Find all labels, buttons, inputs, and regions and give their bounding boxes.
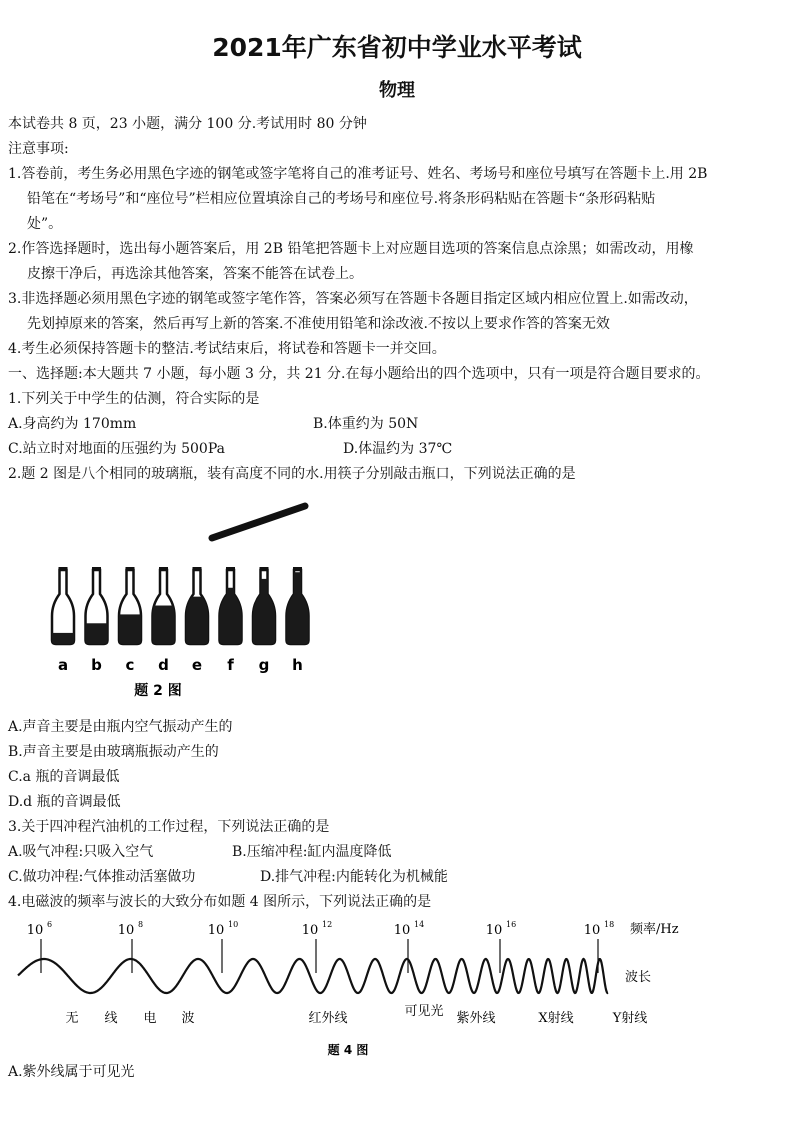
subject-title: 物理 [379, 80, 415, 101]
question-stem: 1.下列关于中学生的估测，符合实际的是 [8, 391, 260, 407]
figure-caption: 题 4 图 [327, 1043, 369, 1057]
bottle-rim [59, 567, 68, 571]
option-c: C.站立时对地面的压强约为 500Pa [8, 441, 225, 457]
bottle-rim [226, 567, 235, 571]
band-label: 线 [104, 1011, 118, 1026]
option-d: D.排气冲程:内能转化为机械能 [260, 869, 448, 885]
band-label: 电 [143, 1011, 157, 1026]
tick-label: 10 [485, 923, 503, 938]
water-level [285, 572, 311, 646]
bottle-rim [193, 567, 202, 571]
notice-line: 处”。 [27, 216, 63, 232]
bottle-f [218, 567, 244, 674]
notice-line: 3.非选择题必须用黑色字迹的钢笔或签字笔作答，答案必须写在答题卡各题目指定区域内相应位置上.如需改动， [8, 291, 698, 307]
question-stem: 2.题 2 图是八个相同的玻璃瓶，装有高度不同的水.用筷子分别敲击瓶口，下列说法正确的是 [8, 466, 576, 482]
exam-body [8, 112, 786, 487]
water-level [218, 588, 244, 646]
option-b: B.压缩冲程:缸内温度降低 [232, 844, 392, 860]
notice-line: 皮擦干净后，再选涂其他答案，答案不能答在试卷上。 [27, 266, 363, 282]
bottle-label: g [258, 656, 270, 674]
question-stem: 3.关于四冲程汽油机的工作过程，下列说法正确的是 [8, 819, 330, 835]
option-c: C.a 瓶的音调最低 [8, 769, 120, 785]
water-level [117, 614, 143, 646]
tick-exponent: 10 [228, 920, 239, 929]
option-a: A.紫外线属于可见光 [8, 1064, 135, 1080]
band-label: 红外线 [308, 1011, 348, 1026]
freq-tick [208, 920, 238, 973]
band-label: 可见光 [404, 1004, 444, 1019]
band-label: X射线 [538, 1011, 574, 1026]
bottle-c [117, 567, 143, 674]
bottle-label: c [125, 656, 135, 674]
notice-line: 先划掉原来的答案，然后再写上新的答案.不准使用铅笔和涂改液.不按以上要求作答的答案无效 [27, 316, 610, 332]
notice-line: 1.答卷前，考生务必用黑色字迹的钢笔或签字笔将自己的准考证号、姓名、考场号和座位号填写在答题卡上.用 2B [8, 166, 708, 182]
notice-line: 铅笔在“考场号”和“座位号”栏相应位置填涂自己的考场号和座位号.将条形码粘贴在答题卡“条形码粘贴 [27, 191, 656, 207]
tick-label: 10 [207, 923, 225, 938]
tick-label: 10 [583, 923, 601, 938]
bottle-label: h [292, 656, 303, 674]
bottle-h [285, 567, 311, 674]
wavelength-label: 波长 [625, 970, 652, 985]
bottle-label: a [57, 656, 69, 674]
q2-q4-block [8, 715, 786, 915]
band-label: Y射线 [612, 1011, 648, 1026]
bottle-rim [159, 567, 168, 571]
question-stem: 4.电磁波的频率与波长的大致分布如题 4 图所示，下列说法正确的是 [8, 894, 432, 910]
tick-label: 10 [301, 923, 319, 938]
option-b: B.声音主要是由玻璃瓶振动产生的 [8, 744, 219, 760]
bottle-b [84, 567, 110, 674]
band-label: 无 [65, 1011, 79, 1026]
freq-tick [584, 920, 614, 973]
option-d: D.d 瓶的音调最低 [8, 794, 121, 810]
wave-curve [18, 959, 608, 993]
freq-tick [394, 920, 424, 973]
water-level [84, 623, 110, 646]
option-a: A.声音主要是由瓶内空气振动产生的 [8, 719, 233, 735]
exam-info: 本试卷共 8 页，23 小题，满分 100 分.考试用时 80 分钟 [8, 116, 367, 132]
bottle-e [184, 567, 210, 674]
tick-label: 10 [26, 923, 44, 938]
tick-exponent: 12 [322, 920, 333, 929]
option-a: A.吸气冲程:只吸入空气 [8, 844, 154, 860]
water-level [151, 606, 177, 646]
bottle-g [251, 567, 277, 674]
notice-line: 4.考生必须保持答题卡的整洁.考试结束后，将试卷和答题卡一并交回。 [8, 341, 446, 357]
option-d: D.体温约为 37℃ [343, 441, 453, 457]
bottle-d [151, 567, 177, 674]
spectrum-figure [8, 915, 698, 1065]
axis-label: 频率/Hz [630, 922, 679, 937]
chopstick [212, 506, 305, 538]
band-label: 波 [181, 1011, 195, 1026]
water-level [251, 579, 277, 646]
figure-caption: 题 2 图 [134, 683, 182, 699]
tick-exponent: 16 [506, 920, 517, 929]
notice-line: 2.作答选择题时，选出每小题答案后，用 2B 铅笔把答题卡上对应题目选项的答案信息点涂黑；如需改动，用橡 [8, 241, 694, 257]
bottle-rim [260, 567, 269, 571]
bottle-rim [293, 567, 302, 571]
bottle-label: f [227, 656, 234, 674]
section-heading: 一、选择题:本大题共 7 小题，每小题 3 分，共 21 分.在每小题给出的四个选项中，只有一项是符合题目要求的。 [8, 366, 710, 382]
tick-exponent: 18 [604, 920, 615, 929]
tick-exponent: 8 [138, 920, 144, 929]
exam-title: 2021年广东省初中学业水平考试 [212, 33, 582, 62]
option-c: C.做功冲程:气体推动活塞做功 [8, 869, 196, 885]
bottle-rim [92, 567, 101, 571]
notice-heading: 注意事项: [8, 141, 69, 157]
bottle-label: d [158, 656, 169, 674]
bottle-rim [126, 567, 135, 571]
bottle-a [50, 567, 76, 674]
tick-label: 10 [393, 923, 411, 938]
option-a: A.身高约为 170mm [8, 416, 137, 432]
band-label: 紫外线 [456, 1011, 496, 1026]
bottles-illustration [40, 492, 320, 707]
tick-exponent: 6 [47, 920, 53, 929]
option-b: B.体重约为 50N [313, 416, 419, 432]
spectrum-illustration [8, 915, 698, 1060]
bottles-figure [40, 492, 320, 707]
tick-label: 10 [117, 923, 135, 938]
bottle-label: b [91, 656, 102, 674]
bottle-label: e [191, 656, 203, 674]
tick-exponent: 14 [414, 920, 425, 929]
